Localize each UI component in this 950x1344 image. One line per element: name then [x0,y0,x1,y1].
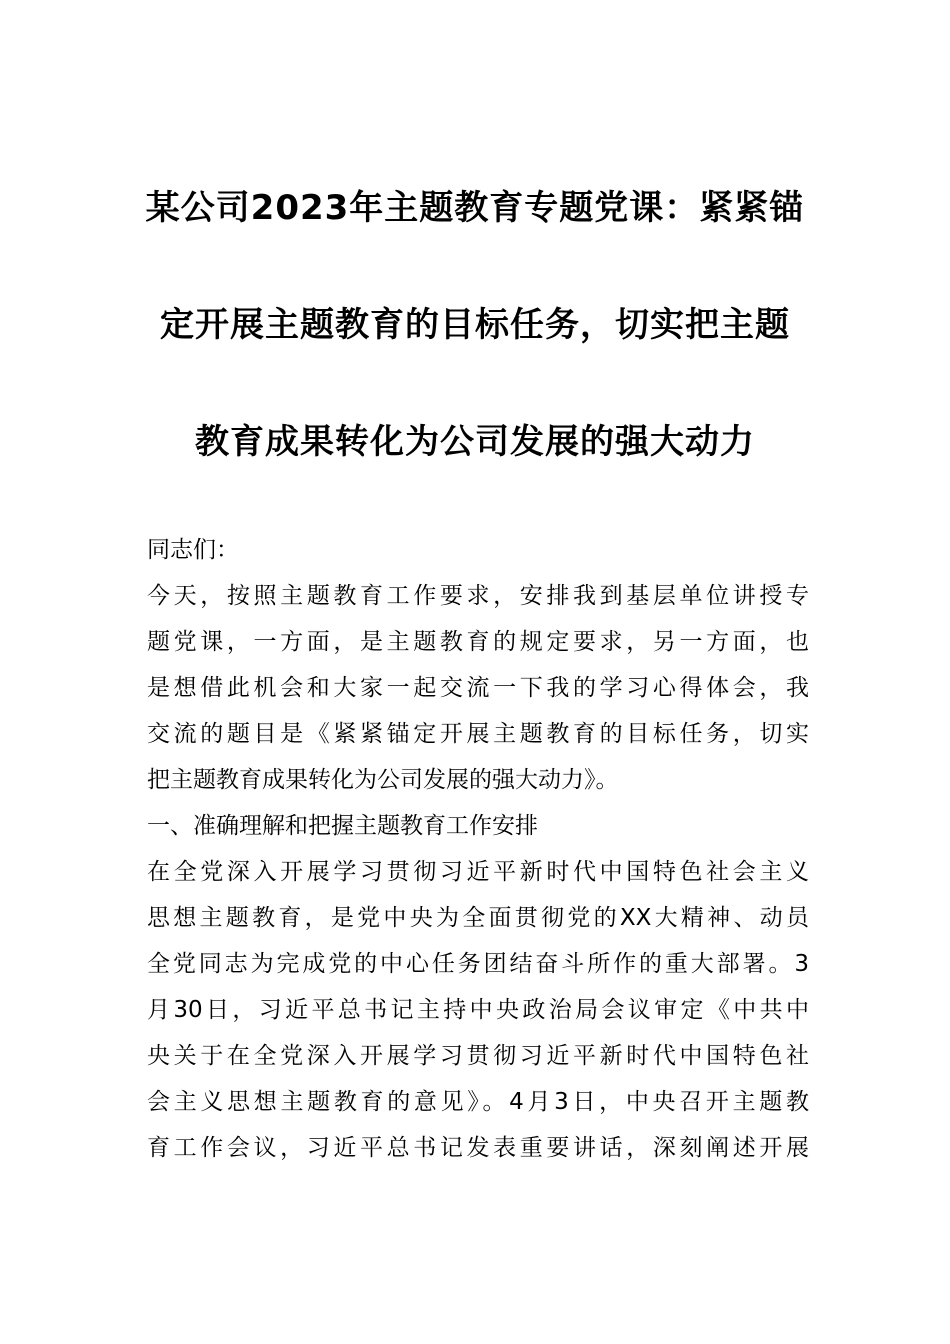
section-line-1: 在全党深入开展学习贯彻习近平新时代中国特色社会主义 [147,859,809,885]
section-line-5: 央关于在全党深入开展学习贯彻习近平新时代中国特色社 [147,1043,809,1069]
title-line-1: 某公司2023年主题教育专题党课：紧紧锚 [145,188,805,228]
intro-line-4: 交流的题目是《紧紧锚定开展主题教育的目标任务，切实 [147,721,809,747]
salutation: 同志们： [147,537,239,563]
intro-line-5: 把主题教育成果转化为公司发展的强大动力》。 [147,767,619,793]
intro-line-3: 是想借此机会和大家一起交流一下我的学习心得体会，我 [147,675,809,701]
section-line-4: 月30日，习近平总书记主持中央政治局会议审定《中共中 [147,997,809,1023]
intro-line-2: 题党课，一方面，是主题教育的规定要求，另一方面，也 [147,629,809,655]
section-heading: 一、准确理解和把握主题教育工作安排 [147,813,538,839]
section-line-6: 会主义思想主题教育的意见》。4月3日，中央召开主题教 [147,1089,809,1115]
document-title [100,150,850,501]
title-line-2: 定开展主题教育的目标任务，切实把主题 [160,305,790,345]
section-line-7: 育工作会议，习近平总书记发表重要讲话，深刻阐述开展 [147,1135,809,1161]
section-line-2: 思想主题教育，是党中央为全面贯彻党的XX大精神、动员 [147,905,809,931]
section-line-3: 全党同志为完成党的中心任务团结奋斗所作的重大部署。3 [147,951,809,977]
document-body [147,527,809,1171]
title-line-3: 教育成果转化为公司发展的强大动力 [195,422,755,462]
intro-line-1: 今天，按照主题教育工作要求，安排我到基层单位讲授专 [147,583,809,609]
